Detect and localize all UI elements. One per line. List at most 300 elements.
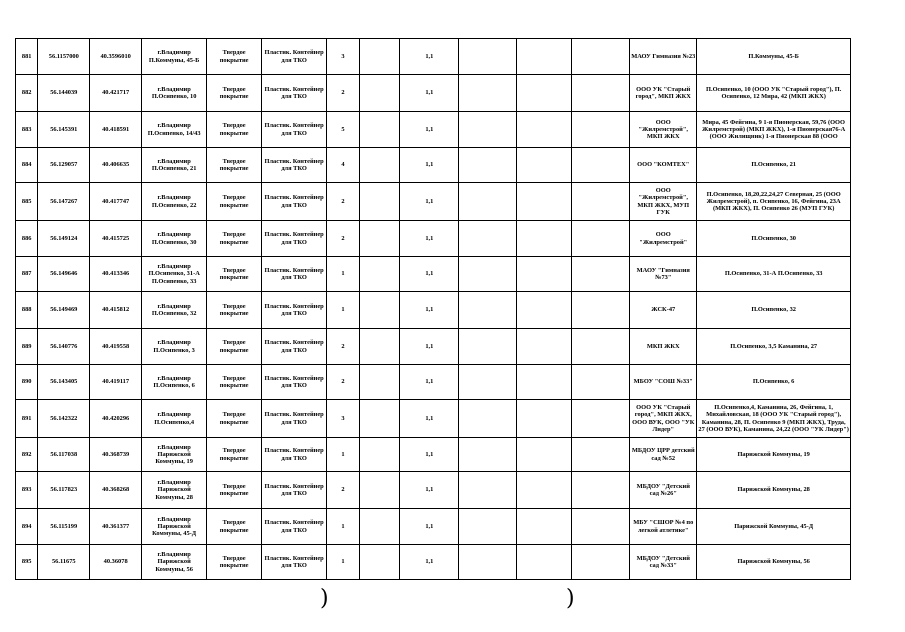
table-row <box>16 39 851 75</box>
cell-empty <box>517 329 572 365</box>
cell-row-number <box>16 509 38 545</box>
address-text: г.Владимир П.Осипенко, 31-А П.Осипенко, 33 <box>148 263 200 285</box>
cell-latitude <box>38 472 90 509</box>
surface-type-text: Твердое покрытие <box>219 447 249 462</box>
cell-empty <box>517 438 572 472</box>
container-count-text: 3 <box>341 414 345 422</box>
cell-empty <box>359 112 400 148</box>
waste-sources-text: П.Осипенко, 3,5 Каманина, 27 <box>730 342 818 350</box>
cell-longitude <box>90 39 142 75</box>
cell-container-type <box>262 39 327 75</box>
row-number-text: 888 <box>21 306 32 314</box>
row-number-text: 883 <box>21 125 32 133</box>
container-count-text: 2 <box>341 234 345 242</box>
cell-owner <box>630 221 697 257</box>
table-row <box>16 472 851 509</box>
cell-empty <box>572 472 630 509</box>
waste-sources-text: Мира, 45 Фейгина, 9 1-я Пионерская, 59,76 (ООО Жилремстрой) (МКП ЖКХ), 1-я Пионерская76-А (ООО Жилищник) 1-я Пионерская 88 (ООО <box>702 118 846 141</box>
cell-row-number <box>16 221 38 257</box>
cell-container-type <box>262 400 327 438</box>
cell-empty <box>359 257 400 292</box>
longitude-text: 40.417747 <box>102 197 130 205</box>
cell-empty <box>459 365 517 400</box>
longitude-text: 40.415725 <box>102 234 130 242</box>
row-number-text: 884 <box>21 161 32 169</box>
address-text: г.Владимир П.Осипенко, 30 <box>151 231 197 246</box>
cell-empty <box>459 148 517 183</box>
cell-surface-type <box>207 257 262 292</box>
surface-type-text: Твердое покрытие <box>219 231 249 246</box>
container-volume-text: 1,1 <box>425 270 434 278</box>
longitude-text: 40.419558 <box>102 342 130 350</box>
cell-empty <box>572 329 630 365</box>
cell-container-volume <box>400 39 459 75</box>
longitude-text: 40.368739 <box>102 450 130 458</box>
address-text: г.Владимир П.Коммуны, 45-Б <box>148 49 200 64</box>
row-number-text: 892 <box>21 450 32 458</box>
cell-longitude <box>90 472 142 509</box>
cell-address <box>142 509 207 545</box>
cell-container-type <box>262 257 327 292</box>
latitude-text: 56.149469 <box>50 306 78 314</box>
cell-latitude <box>38 183 90 221</box>
latitude-text: 56.149646 <box>50 270 78 278</box>
cell-address <box>142 183 207 221</box>
cell-waste-sources <box>697 400 851 438</box>
table-row <box>16 221 851 257</box>
cell-empty <box>459 221 517 257</box>
longitude-text: 40.421717 <box>102 89 130 97</box>
cell-address <box>142 438 207 472</box>
cell-container-count <box>327 75 360 112</box>
address-text: г.Владимир Парижской Коммуны, 56 <box>155 551 193 573</box>
cell-empty <box>517 400 572 438</box>
binding-mark-right: ) <box>566 586 575 611</box>
waste-sources-text: П.Осипенко, 21 <box>751 161 796 169</box>
cell-address <box>142 112 207 148</box>
surface-type-text: Твердое покрытие <box>219 554 249 569</box>
cell-surface-type <box>207 438 262 472</box>
cell-surface-type <box>207 545 262 580</box>
cell-address <box>142 148 207 183</box>
table-row <box>16 257 851 292</box>
owner-text: ООО "КОМТЕХ" <box>637 161 690 169</box>
cell-container-volume <box>400 509 459 545</box>
address-text: г.Владимир Парижской Коммуны, 45-Д <box>152 515 197 538</box>
waste-sources-text: П.Осипенко,4, Каманина, 26, Фейгина, 1, Михайловская, 18 (ООО УК "Старый город"), Каманина, 28, П. Осипенко 9 (МКП ЖКХ), Труда, 27 (ООО ВУК), Каманина, 24,22 (ООО "УК Лидер") <box>698 404 849 433</box>
address-text: г.Владимир П.Осипенко,4 <box>154 411 195 426</box>
container-count-text: 1 <box>341 522 345 530</box>
cell-empty <box>459 292 517 329</box>
cell-row-number <box>16 183 38 221</box>
table-row <box>16 183 851 221</box>
container-type-text: Пластик. Контейнер для ТКО <box>264 266 324 281</box>
cell-longitude <box>90 509 142 545</box>
latitude-text: 56.117038 <box>50 450 78 458</box>
container-count-text: 1 <box>341 450 345 458</box>
cell-row-number <box>16 39 38 75</box>
cell-empty <box>517 112 572 148</box>
cell-surface-type <box>207 183 262 221</box>
cell-container-volume <box>400 365 459 400</box>
cell-longitude <box>90 148 142 183</box>
cell-empty <box>572 365 630 400</box>
cell-container-count <box>327 183 360 221</box>
cell-empty <box>359 221 400 257</box>
address-text: г.Владимир П.Осипенко, 32 <box>151 302 197 317</box>
cell-container-type <box>262 329 327 365</box>
cell-longitude <box>90 292 142 329</box>
owner-text: МБОУ "СОШ №33" <box>633 378 693 386</box>
container-count-text: 1 <box>341 558 345 566</box>
table-row <box>16 545 851 580</box>
container-count-text: 4 <box>341 161 345 169</box>
cell-longitude <box>90 112 142 148</box>
cell-empty <box>517 39 572 75</box>
container-count-text: 2 <box>341 342 345 350</box>
cell-surface-type <box>207 509 262 545</box>
cell-container-count <box>327 112 360 148</box>
container-site-register-table <box>15 38 851 580</box>
cell-waste-sources <box>697 112 851 148</box>
cell-empty <box>359 183 400 221</box>
cell-container-count <box>327 148 360 183</box>
container-volume-text: 1,1 <box>425 342 434 350</box>
container-volume-text: 1,1 <box>425 414 434 422</box>
cell-waste-sources <box>697 545 851 580</box>
cell-empty <box>517 183 572 221</box>
cell-longitude <box>90 183 142 221</box>
cell-row-number <box>16 438 38 472</box>
latitude-text: 56.145391 <box>50 125 78 133</box>
table-row <box>16 112 851 148</box>
cell-empty <box>572 183 630 221</box>
cell-surface-type <box>207 221 262 257</box>
cell-empty <box>572 292 630 329</box>
cell-address <box>142 257 207 292</box>
cell-address <box>142 75 207 112</box>
container-type-text: Пластик. Контейнер для ТКО <box>264 339 324 354</box>
longitude-text: 40.368268 <box>102 486 130 494</box>
table-row <box>16 400 851 438</box>
container-type-text: Пластик. Контейнер для ТКО <box>264 411 324 426</box>
latitude-text: 56.142322 <box>50 414 78 422</box>
cell-longitude <box>90 438 142 472</box>
row-number-text: 882 <box>21 89 32 97</box>
cell-container-volume <box>400 438 459 472</box>
surface-type-text: Твердое покрытие <box>219 194 249 209</box>
cell-waste-sources <box>697 75 851 112</box>
cell-row-number <box>16 148 38 183</box>
cell-waste-sources <box>697 257 851 292</box>
cell-empty <box>459 39 517 75</box>
cell-owner <box>630 257 697 292</box>
cell-owner <box>630 365 697 400</box>
cell-empty <box>359 329 400 365</box>
cell-empty <box>517 472 572 509</box>
cell-container-count <box>327 438 360 472</box>
cell-row-number <box>16 112 38 148</box>
container-volume-text: 1,1 <box>425 234 434 242</box>
container-volume-text: 1,1 <box>425 306 434 314</box>
cell-surface-type <box>207 329 262 365</box>
table-row <box>16 148 851 183</box>
cell-address <box>142 329 207 365</box>
table-row <box>16 365 851 400</box>
surface-type-text: Твердое покрытие <box>219 266 249 281</box>
longitude-text: 40.3596010 <box>100 52 131 60</box>
cell-latitude <box>38 39 90 75</box>
cell-empty <box>359 545 400 580</box>
cell-container-volume <box>400 545 459 580</box>
cell-container-volume <box>400 221 459 257</box>
cell-empty <box>517 221 572 257</box>
cell-container-type <box>262 183 327 221</box>
cell-address <box>142 545 207 580</box>
cell-empty <box>359 39 400 75</box>
cell-empty <box>572 221 630 257</box>
row-number-text: 889 <box>21 342 32 350</box>
container-type-text: Пластик. Контейнер для ТКО <box>264 482 324 497</box>
owner-text: ООО "Жилремстрой" <box>639 231 688 246</box>
table-body <box>16 39 851 580</box>
cell-empty <box>459 75 517 112</box>
address-text: г.Владимир П.Осипенко, 3 <box>153 339 195 354</box>
cell-empty <box>517 75 572 112</box>
cell-empty <box>459 545 517 580</box>
container-type-text: Пластик. Контейнер для ТКО <box>264 519 324 534</box>
cell-container-count <box>327 472 360 509</box>
cell-address <box>142 292 207 329</box>
cell-container-volume <box>400 183 459 221</box>
cell-empty <box>359 438 400 472</box>
address-text: г.Владимир П.Осипенко, 10 <box>151 85 197 100</box>
cell-surface-type <box>207 112 262 148</box>
cell-owner <box>630 472 697 509</box>
table-row <box>16 329 851 365</box>
cell-container-count <box>327 329 360 365</box>
cell-owner <box>630 292 697 329</box>
cell-waste-sources <box>697 365 851 400</box>
table-row <box>16 438 851 472</box>
cell-owner <box>630 400 697 438</box>
cell-longitude <box>90 545 142 580</box>
cell-latitude <box>38 545 90 580</box>
row-number-text: 887 <box>21 270 32 278</box>
cell-container-count <box>327 221 360 257</box>
latitude-text: 56.149124 <box>50 234 78 242</box>
surface-type-text: Твердое покрытие <box>219 411 249 426</box>
container-type-text: Пластик. Контейнер для ТКО <box>264 554 324 569</box>
cell-row-number <box>16 545 38 580</box>
owner-text: МБДОУ ЦРР детский сад №52 <box>631 447 695 462</box>
latitude-text: 56.11675 <box>51 558 76 566</box>
cell-container-type <box>262 545 327 580</box>
cell-latitude <box>38 400 90 438</box>
cell-address <box>142 221 207 257</box>
address-text: г.Владимир П.Осипенко, 14/43 <box>147 122 201 137</box>
cell-empty <box>572 509 630 545</box>
container-count-text: 2 <box>341 89 345 97</box>
cell-latitude <box>38 112 90 148</box>
cell-container-type <box>262 148 327 183</box>
cell-surface-type <box>207 75 262 112</box>
cell-surface-type <box>207 472 262 509</box>
owner-text: МБУ "СШОР №4 по легкой атлетике" <box>633 519 694 534</box>
cell-container-count <box>327 257 360 292</box>
surface-type-text: Твердое покрытие <box>219 482 249 497</box>
container-type-text: Пластик. Контейнер для ТКО <box>264 49 324 64</box>
owner-text: ООО "Жилремстрой", МКП ЖКХ <box>638 118 688 141</box>
longitude-text: 40.361377 <box>102 522 130 530</box>
cell-address <box>142 365 207 400</box>
cell-longitude <box>90 221 142 257</box>
surface-type-text: Твердое покрытие <box>219 519 249 534</box>
cell-row-number <box>16 329 38 365</box>
cell-surface-type <box>207 39 262 75</box>
cell-latitude <box>38 148 90 183</box>
cell-longitude <box>90 400 142 438</box>
container-type-text: Пластик. Контейнер для ТКО <box>264 374 324 389</box>
address-text: г.Владимир Парижской Коммуны, 19 <box>155 443 193 466</box>
cell-waste-sources <box>697 438 851 472</box>
cell-waste-sources <box>697 509 851 545</box>
container-volume-text: 1,1 <box>425 378 434 386</box>
cell-owner <box>630 183 697 221</box>
latitude-text: 56.115199 <box>50 522 78 530</box>
cell-container-volume <box>400 148 459 183</box>
owner-text: МАОУ Гимназия №23 <box>631 52 696 60</box>
cell-waste-sources <box>697 39 851 75</box>
table-row <box>16 509 851 545</box>
cell-container-count <box>327 509 360 545</box>
binding-mark-left: ) <box>320 586 329 611</box>
container-type-text: Пластик. Контейнер для ТКО <box>264 157 324 172</box>
container-volume-text: 1,1 <box>425 125 434 133</box>
cell-owner <box>630 112 697 148</box>
cell-row-number <box>16 472 38 509</box>
latitude-text: 56.129057 <box>50 161 78 169</box>
latitude-text: 56.140776 <box>50 342 78 350</box>
cell-empty <box>517 365 572 400</box>
waste-sources-text: Парижской Коммуны, 56 <box>737 558 810 566</box>
cell-container-type <box>262 75 327 112</box>
waste-sources-text: П.Осипенко, 18,20,22,24,27 Северная, 25 (ООО Жилремстрой), п. Осипенко, 16, Фейгина, 23А (МКП ЖКХ), П. Осипенко 26 (МУП ГУК) <box>706 190 841 213</box>
latitude-text: 56.1157000 <box>48 52 79 60</box>
cell-container-volume <box>400 292 459 329</box>
cell-container-volume <box>400 329 459 365</box>
cell-container-type <box>262 221 327 257</box>
waste-sources-text: П.Осипенко, 30 <box>751 234 796 242</box>
cell-latitude <box>38 257 90 292</box>
owner-text: МБДОУ "Детский сад №26" <box>636 482 690 497</box>
waste-sources-text: П.Осипенко, 31-А П.Осипенко, 33 <box>724 270 823 278</box>
cell-surface-type <box>207 148 262 183</box>
latitude-text: 56.117823 <box>50 486 78 494</box>
cell-empty <box>572 400 630 438</box>
cell-owner <box>630 39 697 75</box>
surface-type-text: Твердое покрытие <box>219 339 249 354</box>
container-volume-text: 1,1 <box>425 486 434 494</box>
cell-empty <box>572 257 630 292</box>
cell-waste-sources <box>697 148 851 183</box>
owner-text: МКП ЖКХ <box>646 342 680 350</box>
cell-empty <box>572 112 630 148</box>
latitude-text: 56.143405 <box>50 378 78 386</box>
cell-container-count <box>327 545 360 580</box>
longitude-text: 40.36078 <box>103 558 128 566</box>
cell-address <box>142 472 207 509</box>
latitude-text: 56.147267 <box>50 197 78 205</box>
table-row <box>16 292 851 329</box>
container-type-text: Пластик. Контейнер для ТКО <box>264 447 324 462</box>
cell-container-count <box>327 292 360 329</box>
owner-text: ООО УК "Старый город", МКП ЖКХ <box>635 85 691 100</box>
cell-container-type <box>262 509 327 545</box>
address-text: г.Владимир П.Осипенко, 21 <box>151 157 197 172</box>
cell-waste-sources <box>697 292 851 329</box>
container-volume-text: 1,1 <box>425 558 434 566</box>
cell-empty <box>459 183 517 221</box>
cell-latitude <box>38 221 90 257</box>
surface-type-text: Твердое покрытие <box>219 374 249 389</box>
row-number-text: 886 <box>21 234 32 242</box>
latitude-text: 56.144039 <box>50 89 78 97</box>
cell-container-type <box>262 472 327 509</box>
waste-sources-text: П.Коммуны, 45-Б <box>748 52 799 60</box>
cell-surface-type <box>207 365 262 400</box>
longitude-text: 40.419117 <box>102 378 130 386</box>
owner-text: ООО УК "Старый город", МКП ЖКХ, ООО ВУК, ООО "УК Лидер" <box>632 404 695 433</box>
surface-type-text: Твердое покрытие <box>219 122 249 137</box>
waste-sources-text: П.Осипенко, 10 (ООО УК "Старый город"), П. Осипенко, 12 Мира, 42 (МКП ЖКХ) <box>706 85 842 100</box>
cell-container-count <box>327 365 360 400</box>
container-type-text: Пластик. Контейнер для ТКО <box>264 302 324 317</box>
container-count-text: 3 <box>341 52 345 60</box>
owner-text: ООО "Жилремстрой", МКП ЖКХ, МУП ГУК <box>637 187 690 216</box>
cell-empty <box>459 400 517 438</box>
container-count-text: 2 <box>341 378 345 386</box>
cell-longitude <box>90 257 142 292</box>
waste-sources-text: Парижской Коммуны, 28 <box>737 486 810 494</box>
cell-empty <box>359 75 400 112</box>
cell-empty <box>517 257 572 292</box>
cell-empty <box>572 75 630 112</box>
container-count-text: 5 <box>341 125 345 133</box>
address-text: г.Владимир П.Осипенко, 22 <box>151 194 197 209</box>
cell-empty <box>359 292 400 329</box>
cell-owner <box>630 329 697 365</box>
cell-empty <box>359 148 400 183</box>
waste-sources-text: Парижской Коммуны, 45-Д <box>734 522 814 530</box>
cell-empty <box>459 112 517 148</box>
cell-empty <box>459 438 517 472</box>
waste-sources-text: П.Осипенко, 6 <box>752 378 795 386</box>
container-volume-text: 1,1 <box>425 52 434 60</box>
owner-text: МАОУ "Гимназия №73" <box>636 266 690 281</box>
cell-surface-type <box>207 400 262 438</box>
row-number-text: 881 <box>21 52 32 60</box>
cell-empty <box>459 329 517 365</box>
container-type-text: Пластик. Контейнер для ТКО <box>264 194 324 209</box>
waste-sources-text: П.Осипенко, 32 <box>751 306 796 314</box>
container-type-text: Пластик. Контейнер для ТКО <box>264 122 324 137</box>
cell-container-volume <box>400 75 459 112</box>
cell-empty <box>572 39 630 75</box>
cell-longitude <box>90 329 142 365</box>
cell-container-count <box>327 39 360 75</box>
surface-type-text: Твердое покрытие <box>219 49 249 64</box>
